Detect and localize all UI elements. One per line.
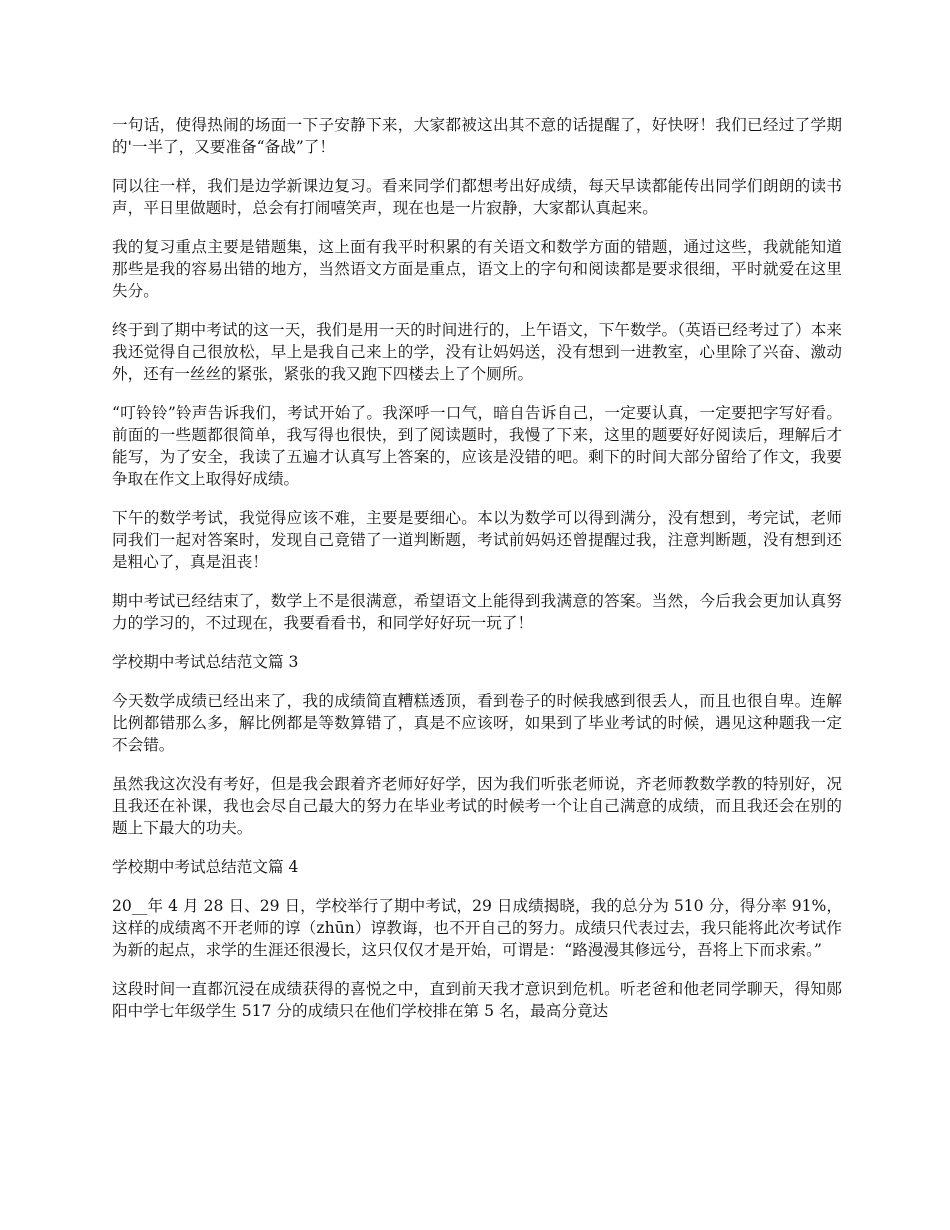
- document-body: [112, 114, 842, 1039]
- section-heading-4: 学校期中考试总结范文篇 4: [112, 858, 299, 876]
- paragraph-2: 同以往一样，我们是边学新课边复习。看来同学们都想考出好成绩，每天早读都能传出同学们朗朗的读书声，平日里做题时，总会有打闹嘻笑声，现在也是一片寂静，大家都认真起来。: [112, 177, 842, 217]
- paragraph-3: 我的复习重点主要是错题集，这上面有我平时积累的有关语文和数学方面的错题，通过这些，我就能知道那些是我的容易出错的地方，当然语文方面是重点，语文上的字句和阅读都是要求很细，平时就爱在这里失分。: [112, 238, 842, 300]
- paragraph-10: 20__年 4 月 28 日、29 日，学校举行了期中考试，29 日成绩揭晓，我的总分为 510 分，得分率 91%，这样的成绩离不开老师的谆（zhūn）谆教诲，也不开自己的努力。成绩只代表过去，我只能将此次考试作为新的起点，求学的生涯还很漫长，这只仅仅才是开始，可谓是：“路漫漫其修远兮，吾将上下而求索。”: [112, 897, 842, 959]
- paragraph-9: 虽然我这次没有考好，但是我会跟着齐老师好好学，因为我们听张老师说，齐老师教数学教的特别好，况且我还在补课，我也会尽自己最大的努力在毕业考试的时候考一个让自己满意的成绩，而且我还会在别的题上下最大的功夫。: [112, 775, 842, 837]
- paragraph-6: 下午的数学考试，我觉得应该不难，主要是要细心。本以为数学可以得到满分，没有想到，考完试，老师同我们一起对答案时，发现自己竟错了一道判断题，考试前妈妈还曾提醒过我，注意判断题，没有想到还是粗心了，真是沮丧！: [112, 509, 842, 571]
- paragraph-1: 一句话，使得热闹的场面一下子安静下来，大家都被这出其不意的话提醒了，好快呀！我们已经过了学期的'一半了，又要准备“备战”了！: [112, 116, 842, 156]
- paragraph-8: 今天数学成绩已经出来了，我的成绩简直糟糕透顶，看到卷子的时候我感到很丢人，而且也很自卑。连解比例都错那么多，解比例都是等数算错了，真是不应该呀，如果到了毕业考试的时候，遇见这种题我一定不会错。: [112, 692, 842, 754]
- paragraph-4: 终于到了期中考试的这一天，我们是用一天的时间进行的，上午语文，下午数学。（英语已经考过了）本来我还觉得自己很放松，早上是我自己来上的学，没有让妈妈送，没有想到一进教室，心里除了兴奋、激动外，还有一丝丝的紧张，紧张的我又跑下四楼去上了个厕所。: [112, 321, 842, 383]
- paragraph-11: 这段时间一直都沉浸在成绩获得的喜悦之中，直到前天我才意识到危机。听老爸和他老同学聊天，得知郧阳中学七年级学生 517 分的成绩只在他们学校排在第 5 名，最高分竟达: [112, 980, 842, 1020]
- paragraph-5: “叮铃铃”铃声告诉我们，考试开始了。我深呼一口气，暗自告诉自己，一定要认真，一定要把字写好看。前面的一些题都很简单，我写得也很快，到了阅读题时，我慢了下来，这里的题要好好阅读后，理解后才能写，为了安全，我读了五遍才认真写上答案的，应该是没错的吧。剩下的时间大部分留给了作文，我要争取在作文上取得好成绩。: [112, 404, 842, 488]
- section-heading-3: 学校期中考试总结范文篇 3: [112, 653, 299, 671]
- paragraph-7: 期中考试已经结束了，数学上不是很满意，希望语文上能得到我满意的答案。当然，今后我会更加认真努力的学习的，不过现在，我要看看书，和同学好好玩一玩了！: [112, 592, 842, 632]
